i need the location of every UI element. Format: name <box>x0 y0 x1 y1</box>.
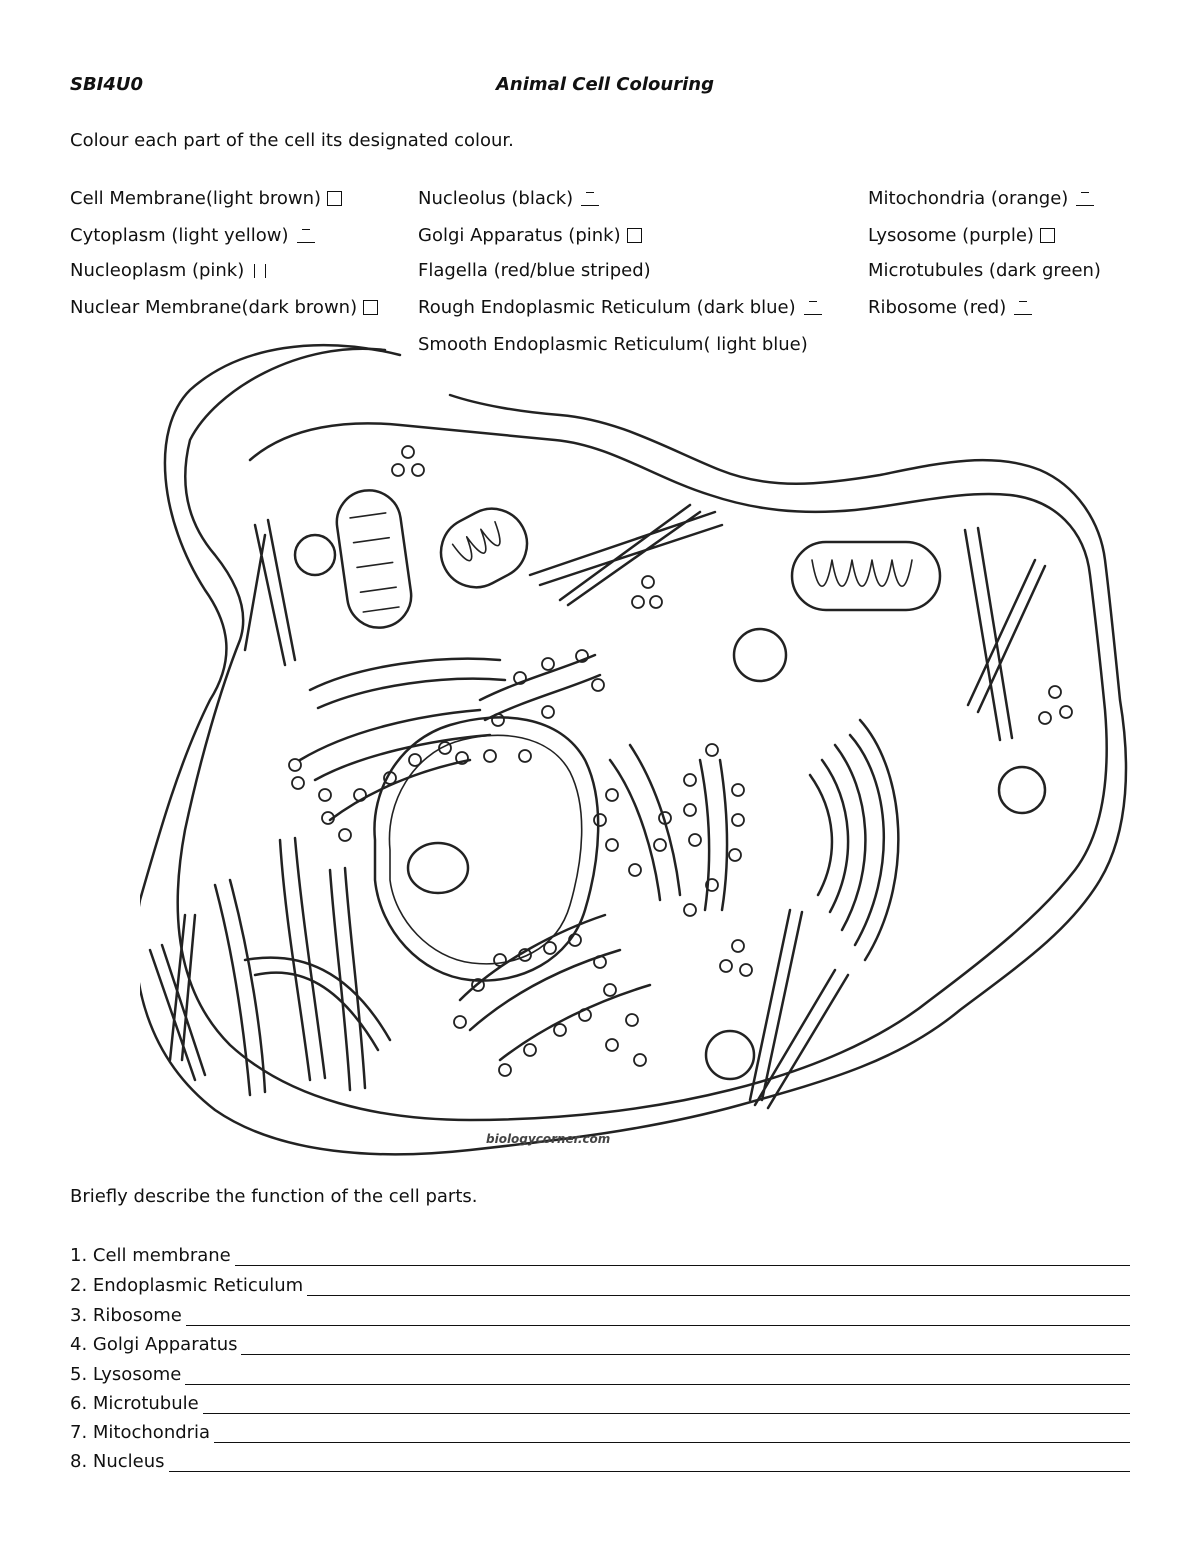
question-row <box>70 1390 1130 1414</box>
legend-rough-er <box>418 297 822 318</box>
answer-line[interactable] <box>185 1366 1130 1385</box>
course-code: SBI4U0 <box>70 74 144 95</box>
question-row <box>70 1302 1130 1326</box>
nuclear-membrane <box>374 717 598 980</box>
question-label: 5. Lysosome <box>70 1364 182 1385</box>
answer-line[interactable] <box>169 1453 1130 1472</box>
legend-cell-membrane <box>70 188 342 209</box>
question-label: 2. Endoplasmic Reticulum <box>70 1275 304 1296</box>
question-label: 4. Golgi Apparatus <box>70 1334 238 1355</box>
legend-label: Ribosome (red) <box>868 297 1007 318</box>
legend-label: Smooth Endoplasmic Reticulum( light blue) <box>418 334 808 355</box>
worksheet-title: Animal Cell Colouring <box>496 74 714 95</box>
legend-lysosome <box>868 225 1055 246</box>
smooth-er <box>215 838 390 1095</box>
question-row <box>70 1419 1130 1443</box>
instructions-text: Colour each part of the cell its designated colour. <box>70 130 514 151</box>
legend-golgi <box>418 225 642 246</box>
animal-cell-diagram <box>140 330 1130 1160</box>
lysosome <box>706 1031 754 1079</box>
mitochondrion-2 <box>429 496 540 599</box>
answer-line[interactable] <box>235 1247 1130 1266</box>
answer-line[interactable] <box>186 1307 1130 1326</box>
question-label: 7. Mitochondria <box>70 1422 211 1443</box>
lysosome <box>295 535 335 575</box>
question-label: 8. Nucleus <box>70 1451 165 1472</box>
nucleolus <box>408 843 468 893</box>
legend-label: Nucleoplasm (pink) <box>70 260 245 281</box>
microtubule <box>530 505 722 605</box>
color-checkbox[interactable] <box>1040 228 1055 243</box>
answer-line[interactable] <box>307 1277 1130 1296</box>
microtubule <box>245 520 295 665</box>
color-mark <box>804 301 822 315</box>
question-row <box>70 1448 1130 1472</box>
question-row <box>70 1331 1130 1355</box>
legend-label: Mitochondria (orange) <box>868 188 1069 209</box>
legend-label: Golgi Apparatus (pink) <box>418 225 621 246</box>
color-mark <box>581 192 599 206</box>
microtubule <box>965 528 1045 740</box>
legend-label: Cell Membrane(light brown) <box>70 188 322 209</box>
legend-label: Nucleolus (black) <box>418 188 574 209</box>
color-mark <box>1014 301 1032 315</box>
question-label: 3. Ribosome <box>70 1305 182 1326</box>
color-mark <box>297 229 315 243</box>
legend-cytoplasm <box>70 225 315 246</box>
legend-microtubules <box>868 260 1101 281</box>
color-checkbox[interactable] <box>363 300 378 315</box>
question-label: 6. Microtubule <box>70 1393 199 1414</box>
question-row <box>70 1242 1130 1266</box>
mitochondrion-1 <box>333 486 416 632</box>
question-row <box>70 1272 1130 1296</box>
answer-line[interactable] <box>214 1424 1130 1443</box>
legend-label: Nuclear Membrane(dark brown) <box>70 297 358 318</box>
legend-nucleoplasm <box>70 260 270 281</box>
mitochondrion-3 <box>792 542 940 610</box>
legend-ribosome <box>868 297 1032 318</box>
golgi-apparatus <box>810 720 898 960</box>
legend-nuclear-membrane <box>70 297 378 318</box>
legend-flagella <box>418 260 651 281</box>
question-label: 1. Cell membrane <box>70 1245 231 1266</box>
legend-label: Microtubules (dark green) <box>868 260 1101 281</box>
legend-mitochondria <box>868 188 1094 209</box>
color-mark <box>1076 192 1094 206</box>
legend-label: Cytoplasm (light yellow) <box>70 225 289 246</box>
lysosome <box>999 767 1045 813</box>
question-row <box>70 1361 1130 1385</box>
color-checkbox[interactable] <box>627 228 642 243</box>
legend-label: Lysosome (purple) <box>868 225 1034 246</box>
questions-intro: Briefly describe the function of the cell parts. <box>70 1186 478 1207</box>
rough-er <box>300 655 727 1060</box>
legend-label: Flagella (red/blue striped) <box>418 260 651 281</box>
answer-line[interactable] <box>203 1395 1130 1414</box>
color-mark <box>250 264 270 278</box>
diagram-watermark: biologycorner.com <box>486 1132 611 1146</box>
color-checkbox[interactable] <box>327 191 342 206</box>
legend-label: Rough Endoplasmic Reticulum (dark blue) <box>418 297 796 318</box>
legend-nucleolus <box>418 188 599 209</box>
lysosome <box>734 629 786 681</box>
answer-line[interactable] <box>241 1336 1130 1355</box>
